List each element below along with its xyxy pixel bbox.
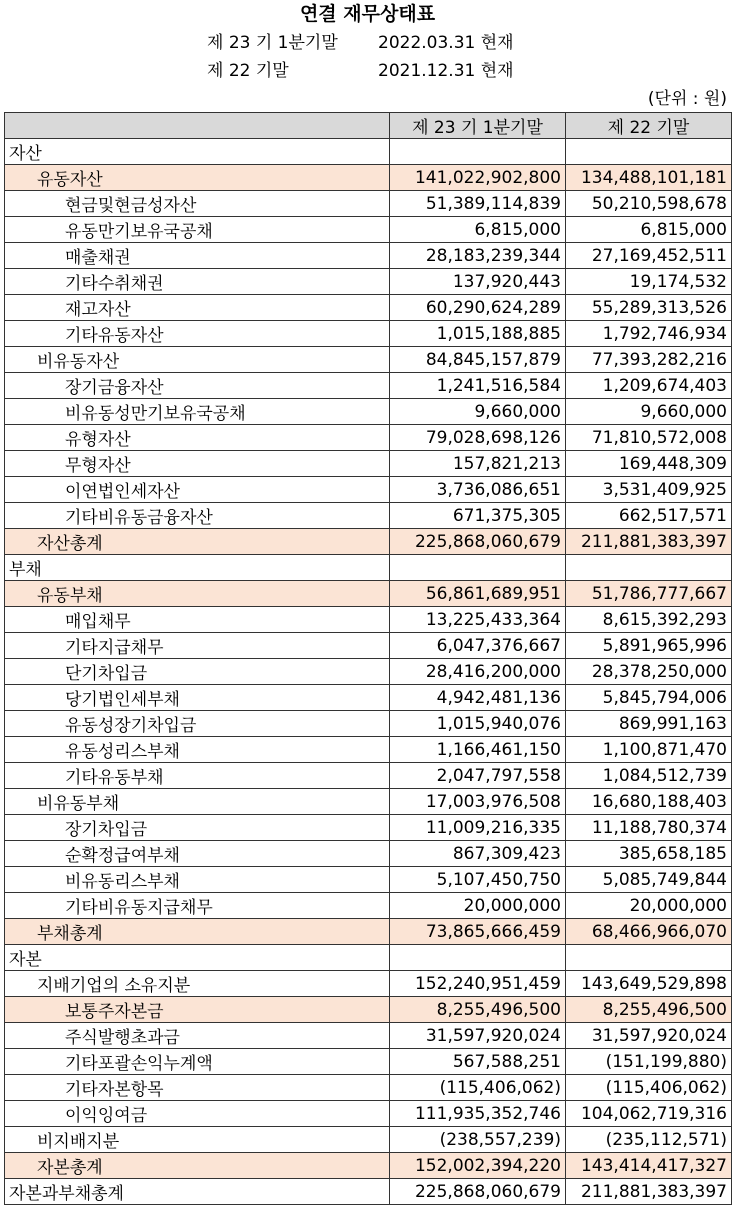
table-row xyxy=(5,555,732,581)
prior-amount: 211,881,383,397 xyxy=(566,1179,732,1205)
table-row xyxy=(5,1049,732,1075)
table-row xyxy=(5,295,732,321)
table-row xyxy=(5,503,732,529)
current-amount: 152,002,394,220 xyxy=(390,1153,566,1179)
prior-amount: (235,112,571) xyxy=(566,1127,732,1153)
account-name: 자산총계 xyxy=(5,529,390,555)
prior-amount: 19,174,532 xyxy=(566,269,732,295)
prior-amount: 51,786,777,667 xyxy=(566,581,732,607)
account-name: 비유동자산 xyxy=(5,347,390,373)
account-name: 유동부채 xyxy=(5,581,390,607)
account-name: 기타수취채권 xyxy=(5,269,390,295)
prior-amount: 71,810,572,008 xyxy=(566,425,732,451)
prior-amount: 6,815,000 xyxy=(566,217,732,243)
table-row xyxy=(5,997,732,1023)
table-row xyxy=(5,217,732,243)
table-row xyxy=(5,321,732,347)
current-amount: 11,009,216,335 xyxy=(390,815,566,841)
account-name: 자산 xyxy=(5,139,390,165)
account-name: 장기금융자산 xyxy=(5,373,390,399)
prior-amount xyxy=(566,945,732,971)
account-name: 자본과부채총계 xyxy=(5,1179,390,1205)
prior-amount: 104,062,719,316 xyxy=(566,1101,732,1127)
table-row xyxy=(5,373,732,399)
table-row xyxy=(5,1075,732,1101)
account-name: 부채총계 xyxy=(5,919,390,945)
col-current-header: 제 23 기 1분기말 xyxy=(390,113,566,139)
account-name: 유형자산 xyxy=(5,425,390,451)
current-amount: 157,821,213 xyxy=(390,451,566,477)
table-row xyxy=(5,243,732,269)
prior-amount: 20,000,000 xyxy=(566,893,732,919)
current-amount: 225,868,060,679 xyxy=(390,1179,566,1205)
current-amount: 28,183,239,344 xyxy=(390,243,566,269)
balance-sheet-table xyxy=(4,112,732,1205)
prior-amount: 169,448,309 xyxy=(566,451,732,477)
prior-amount: 1,209,674,403 xyxy=(566,373,732,399)
prior-amount: 8,615,392,293 xyxy=(566,607,732,633)
prior-amount: 211,881,383,397 xyxy=(566,529,732,555)
period-current-label: 제 23 기 1분기말 xyxy=(207,33,338,53)
prior-amount: 31,597,920,024 xyxy=(566,1023,732,1049)
prior-amount xyxy=(566,555,732,581)
prior-amount: 50,210,598,678 xyxy=(566,191,732,217)
prior-amount: 55,289,313,526 xyxy=(566,295,732,321)
prior-amount: 143,414,417,327 xyxy=(566,1153,732,1179)
account-name: 기타유동자산 xyxy=(5,321,390,347)
table-row xyxy=(5,581,732,607)
prior-amount: (151,199,880) xyxy=(566,1049,732,1075)
table-row xyxy=(5,1179,732,1205)
table-row xyxy=(5,1127,732,1153)
current-amount xyxy=(390,139,566,165)
table-row xyxy=(5,659,732,685)
current-amount: 60,290,624,289 xyxy=(390,295,566,321)
account-name: 재고자산 xyxy=(5,295,390,321)
table-row xyxy=(5,1153,732,1179)
current-amount: 20,000,000 xyxy=(390,893,566,919)
current-amount: 51,389,114,839 xyxy=(390,191,566,217)
current-amount: 1,241,516,584 xyxy=(390,373,566,399)
current-amount: 1,015,940,076 xyxy=(390,711,566,737)
current-amount: 73,865,666,459 xyxy=(390,919,566,945)
account-name: 비지배지분 xyxy=(5,1127,390,1153)
current-amount: 6,815,000 xyxy=(390,217,566,243)
current-amount: 8,255,496,500 xyxy=(390,997,566,1023)
current-amount: 567,588,251 xyxy=(390,1049,566,1075)
account-name: 비유동성만기보유국공채 xyxy=(5,399,390,425)
table-row xyxy=(5,919,732,945)
account-name: 기타비유동지급채무 xyxy=(5,893,390,919)
account-name: 유동성리스부채 xyxy=(5,737,390,763)
prior-amount: 16,680,188,403 xyxy=(566,789,732,815)
current-amount: 31,597,920,024 xyxy=(390,1023,566,1049)
account-name: 기타비유동금융자산 xyxy=(5,503,390,529)
table-row xyxy=(5,815,732,841)
prior-amount: 134,488,101,181 xyxy=(566,165,732,191)
prior-amount: 143,649,529,898 xyxy=(566,971,732,997)
table-row xyxy=(5,971,732,997)
current-amount: 111,935,352,746 xyxy=(390,1101,566,1127)
current-amount: 28,416,200,000 xyxy=(390,659,566,685)
account-name: 자본 xyxy=(5,945,390,971)
table-row xyxy=(5,867,732,893)
table-row xyxy=(5,1101,732,1127)
current-amount: 671,375,305 xyxy=(390,503,566,529)
current-amount xyxy=(390,555,566,581)
prior-amount: 11,188,780,374 xyxy=(566,815,732,841)
current-amount: 141,022,902,800 xyxy=(390,165,566,191)
account-name: 현금및현금성자산 xyxy=(5,191,390,217)
col-account-header xyxy=(5,113,390,139)
col-prior-header: 제 22 기말 xyxy=(566,113,732,139)
table-body xyxy=(5,139,732,1205)
prior-amount: 1,100,871,470 xyxy=(566,737,732,763)
current-amount: 1,166,461,150 xyxy=(390,737,566,763)
prior-amount xyxy=(566,139,732,165)
prior-amount: 662,517,571 xyxy=(566,503,732,529)
prior-amount: 5,891,965,996 xyxy=(566,633,732,659)
account-name: 무형자산 xyxy=(5,451,390,477)
account-name: 비유동부채 xyxy=(5,789,390,815)
prior-amount: 1,084,512,739 xyxy=(566,763,732,789)
account-name: 기타지급채무 xyxy=(5,633,390,659)
prior-amount: 5,845,794,006 xyxy=(566,685,732,711)
table-header-row xyxy=(5,113,732,139)
prior-amount: (115,406,062) xyxy=(566,1075,732,1101)
table-row xyxy=(5,633,732,659)
account-name: 당기법인세부채 xyxy=(5,685,390,711)
current-amount: 152,240,951,459 xyxy=(390,971,566,997)
current-amount: 3,736,086,651 xyxy=(390,477,566,503)
table-row xyxy=(5,607,732,633)
statement-title: 연결 재무상태표 xyxy=(299,3,436,25)
table-row xyxy=(5,425,732,451)
account-name: 기타유동부채 xyxy=(5,763,390,789)
account-name: 유동자산 xyxy=(5,165,390,191)
prior-amount: 77,393,282,216 xyxy=(566,347,732,373)
table-row xyxy=(5,529,732,555)
current-amount: 17,003,976,508 xyxy=(390,789,566,815)
table-row xyxy=(5,269,732,295)
account-name: 비유동리스부채 xyxy=(5,867,390,893)
table-row xyxy=(5,139,732,165)
prior-amount: 1,792,746,934 xyxy=(566,321,732,347)
account-name: 지배기업의 소유지분 xyxy=(5,971,390,997)
prior-amount: 385,658,185 xyxy=(566,841,732,867)
table-row xyxy=(5,1023,732,1049)
table-row xyxy=(5,451,732,477)
current-amount: (115,406,062) xyxy=(390,1075,566,1101)
prior-amount: 9,660,000 xyxy=(566,399,732,425)
prior-amount: 3,531,409,925 xyxy=(566,477,732,503)
table-row xyxy=(5,165,732,191)
table-row xyxy=(5,763,732,789)
current-amount: 79,028,698,126 xyxy=(390,425,566,451)
table-row xyxy=(5,893,732,919)
current-amount: 867,309,423 xyxy=(390,841,566,867)
table-row xyxy=(5,789,732,815)
current-amount: 4,942,481,136 xyxy=(390,685,566,711)
current-amount: 6,047,376,667 xyxy=(390,633,566,659)
account-name: 매출채권 xyxy=(5,243,390,269)
current-amount: 1,015,188,885 xyxy=(390,321,566,347)
current-amount: (238,557,239) xyxy=(390,1127,566,1153)
account-name: 부채 xyxy=(5,555,390,581)
current-amount: 2,047,797,558 xyxy=(390,763,566,789)
account-name: 기타포괄손익누계액 xyxy=(5,1049,390,1075)
account-name: 이익잉여금 xyxy=(5,1101,390,1127)
table-row xyxy=(5,685,732,711)
account-name: 순확정급여부채 xyxy=(5,841,390,867)
period-current-date: 2022.03.31 현재 xyxy=(378,33,514,53)
current-amount: 5,107,450,750 xyxy=(390,867,566,893)
table-row xyxy=(5,347,732,373)
current-amount: 225,868,060,679 xyxy=(390,529,566,555)
period-prior-date: 2021.12.31 현재 xyxy=(378,61,514,81)
account-name: 자본총계 xyxy=(5,1153,390,1179)
prior-amount: 869,991,163 xyxy=(566,711,732,737)
prior-amount: 68,466,966,070 xyxy=(566,919,732,945)
account-name: 이연법인세자산 xyxy=(5,477,390,503)
account-name: 유동성장기차입금 xyxy=(5,711,390,737)
prior-amount: 8,255,496,500 xyxy=(566,997,732,1023)
account-name: 단기차입금 xyxy=(5,659,390,685)
account-name: 기타자본항목 xyxy=(5,1075,390,1101)
period-prior-label: 제 22 기말 xyxy=(207,61,289,81)
account-name: 보통주자본금 xyxy=(5,997,390,1023)
table-row xyxy=(5,737,732,763)
current-amount: 84,845,157,879 xyxy=(390,347,566,373)
table-row xyxy=(5,399,732,425)
table-row xyxy=(5,841,732,867)
prior-amount: 27,169,452,511 xyxy=(566,243,732,269)
current-amount xyxy=(390,945,566,971)
account-name: 매입채무 xyxy=(5,607,390,633)
table-row xyxy=(5,477,732,503)
account-name: 유동만기보유국공채 xyxy=(5,217,390,243)
current-amount: 56,861,689,951 xyxy=(390,581,566,607)
unit-label: (단위 : 원) xyxy=(647,89,727,109)
table-row xyxy=(5,711,732,737)
prior-amount: 28,378,250,000 xyxy=(566,659,732,685)
account-name: 주식발행초과금 xyxy=(5,1023,390,1049)
table-row xyxy=(5,945,732,971)
current-amount: 13,225,433,364 xyxy=(390,607,566,633)
account-name: 장기차입금 xyxy=(5,815,390,841)
current-amount: 137,920,443 xyxy=(390,269,566,295)
prior-amount: 5,085,749,844 xyxy=(566,867,732,893)
current-amount: 9,660,000 xyxy=(390,399,566,425)
table-row xyxy=(5,191,732,217)
